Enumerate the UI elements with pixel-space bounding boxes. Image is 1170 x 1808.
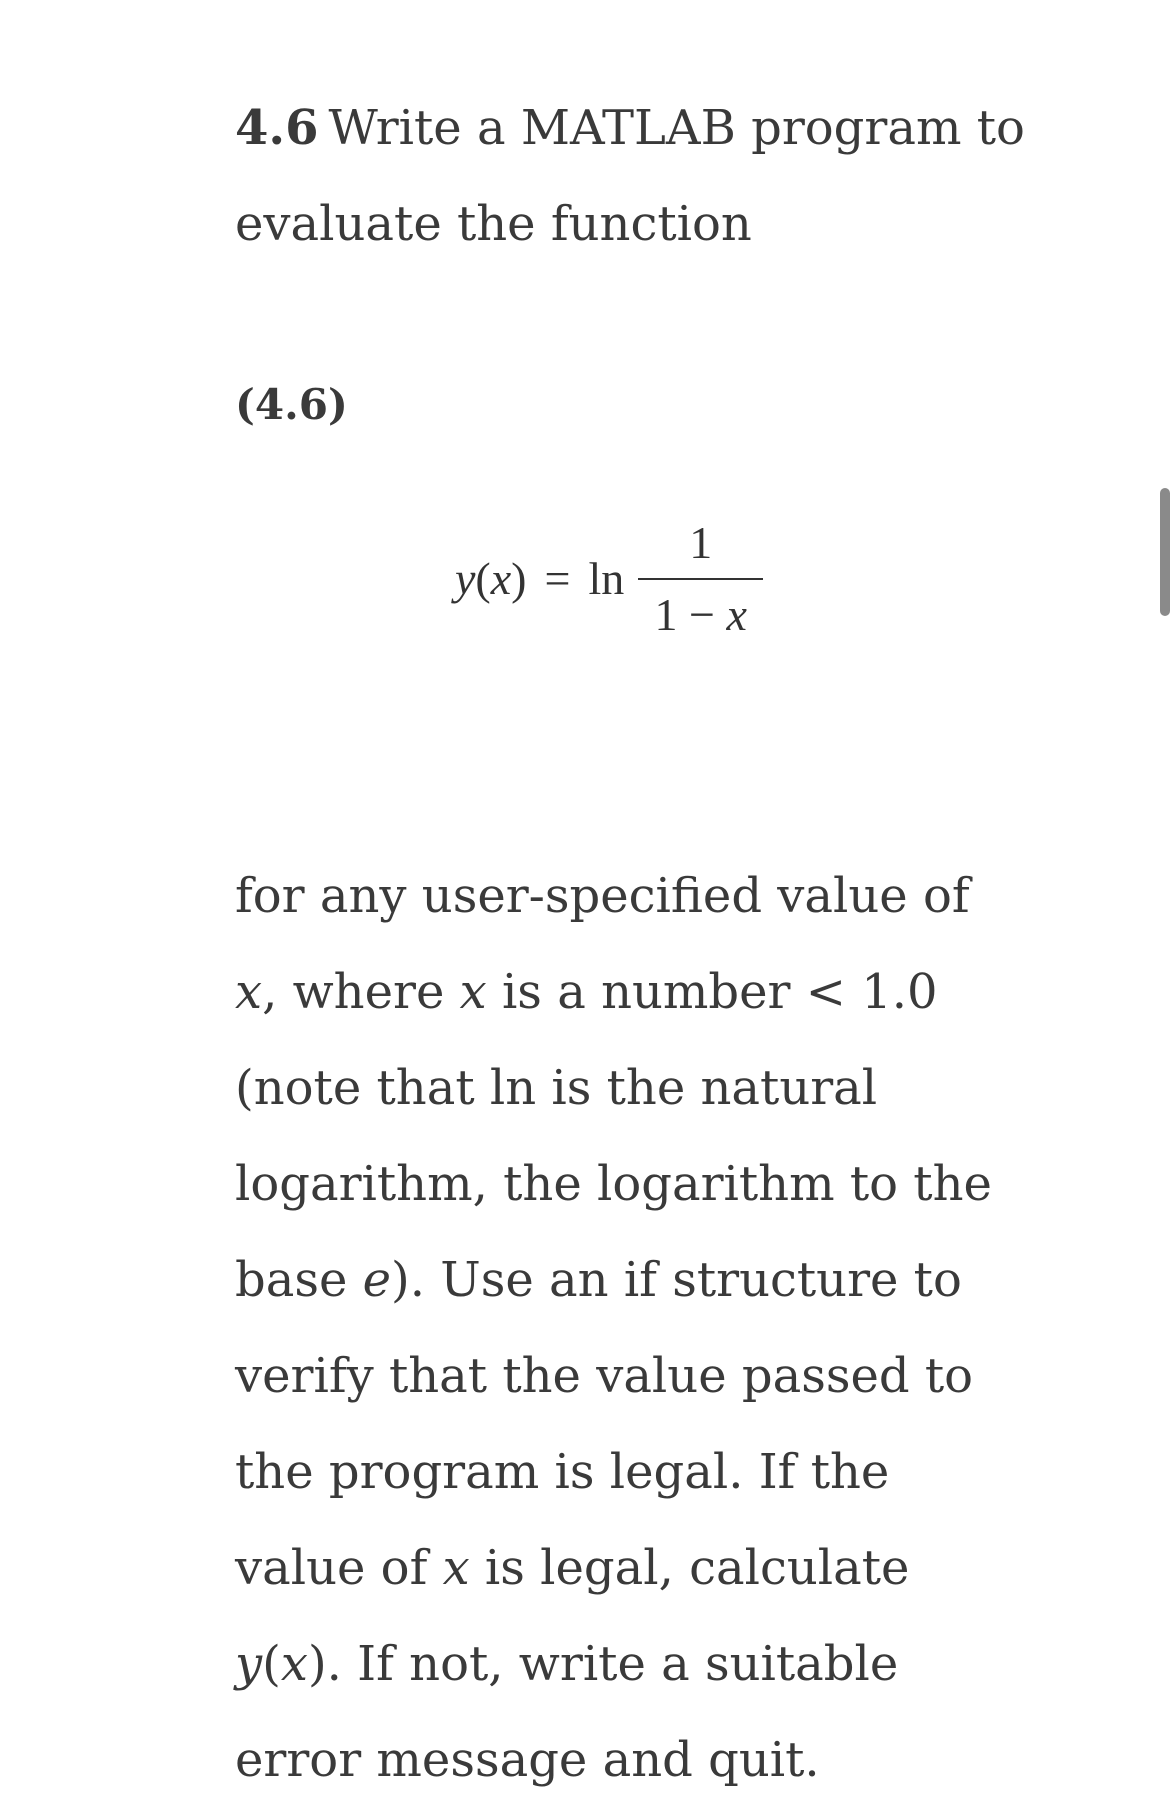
- body-variable: x: [459, 964, 487, 1020]
- problem-number: 4.6: [235, 100, 319, 156]
- body-text-part: (: [262, 1636, 281, 1692]
- body-text-part: , where: [262, 964, 460, 1020]
- scrollbar-thumb[interactable]: [1160, 488, 1170, 616]
- denominator-constant: 1: [654, 589, 678, 640]
- denominator-operator: −: [689, 589, 715, 640]
- body-variable: x: [235, 964, 263, 1020]
- problem-heading-text: Write a MATLAB program to evaluate the function: [235, 100, 1025, 252]
- equation-label: (4.6): [235, 380, 348, 429]
- body-text-part: is legal, calculate: [469, 1540, 910, 1596]
- equation-lhs: [455, 553, 527, 604]
- equation-fraction: [638, 517, 763, 640]
- problem-heading-block: [235, 80, 1035, 272]
- body-text-part: is a number < 1.0 (note that ln is the natural logarithm, the logarithm to the base: [235, 964, 992, 1308]
- denominator-variable: x: [726, 589, 747, 640]
- equation-lhs-paren-open: (: [475, 553, 491, 604]
- problem-heading: [235, 80, 1035, 272]
- body-variable: x: [442, 1540, 470, 1596]
- problem-body-text: [235, 848, 1025, 1808]
- equation-lhs-variable: x: [490, 553, 512, 604]
- equation: [455, 517, 763, 640]
- fraction-numerator: 1: [689, 517, 713, 568]
- equation-lhs-paren-close: ): [511, 553, 527, 604]
- equation-lhs-function: y: [455, 553, 476, 604]
- fraction-denominator: [655, 580, 747, 638]
- equation-equals: =: [544, 553, 571, 604]
- body-text-part: ). Use an if structure to verify that the value passed to the program is legal. If the value of: [235, 1252, 974, 1596]
- body-text-part: for any user-specified value of: [235, 868, 970, 924]
- body-variable: e: [362, 1252, 392, 1308]
- body-variable: x: [280, 1636, 308, 1692]
- body-variable: y: [235, 1636, 263, 1692]
- body-text-part: ). If not, write a suitable error message and quit.: [235, 1636, 899, 1788]
- equation-function-ln: ln: [588, 553, 625, 604]
